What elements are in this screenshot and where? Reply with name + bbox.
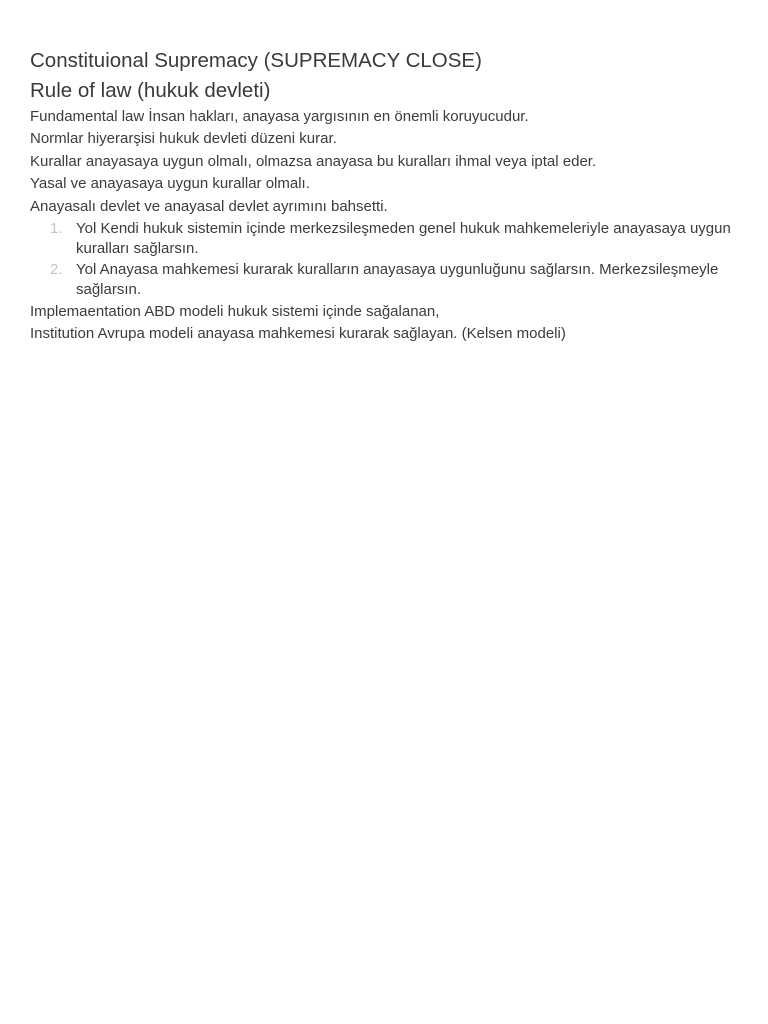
list-item	[30, 260, 744, 300]
note-subtitle: Rule of law (hukuk devleti)	[30, 79, 271, 102]
list-item-text: Yol Kendi hukuk sistemin içinde merkezsileşmeden genel hukuk mahkemeleriyle anayasaya uygun kuralları sağlarsın.	[76, 220, 731, 258]
list-item	[30, 219, 744, 259]
list-item-number: 1.	[50, 220, 63, 238]
paragraph-norm-hierarchy: Normlar hiyerarşisi hukuk devleti düzeni kurar.	[30, 130, 337, 148]
paragraph-rules-conformity: Kurallar anayasaya uygun olmalı, olmazsa anayasa bu kuralları ihmal veya iptal eder.	[30, 152, 597, 170]
paragraph-constitutional-state: Anayasalı devlet ve anayasal devlet ayrımını bahsetti.	[30, 197, 388, 215]
paragraph-institution: Institution Avrupa modeli anayasa mahkemesi kurarak sağlayan. (Kelsen modeli)	[30, 325, 566, 343]
list-item-text: Yol Anayasa mahkemesi kurarak kuralların anayasaya uygunluğunu sağlarsın. Merkezsileşmeyle sağlarsın.	[76, 261, 719, 299]
note-body	[30, 46, 744, 346]
note-title: Constituional Supremacy (SUPREMACY CLOSE)	[30, 49, 482, 72]
list-item-number: 2.	[50, 261, 63, 279]
paragraph-fundamental-law: Fundamental law İnsan hakları, anayasa yargısının en önemli koruyucudur.	[30, 108, 529, 125]
paragraph-legal-rules: Yasal ve anayasaya uygun kurallar olmalı.	[30, 175, 310, 193]
numbered-list	[30, 219, 744, 300]
paragraph-implementation: Implemaentation ABD modeli hukuk sistemi içinde sağalanan,	[30, 303, 440, 321]
